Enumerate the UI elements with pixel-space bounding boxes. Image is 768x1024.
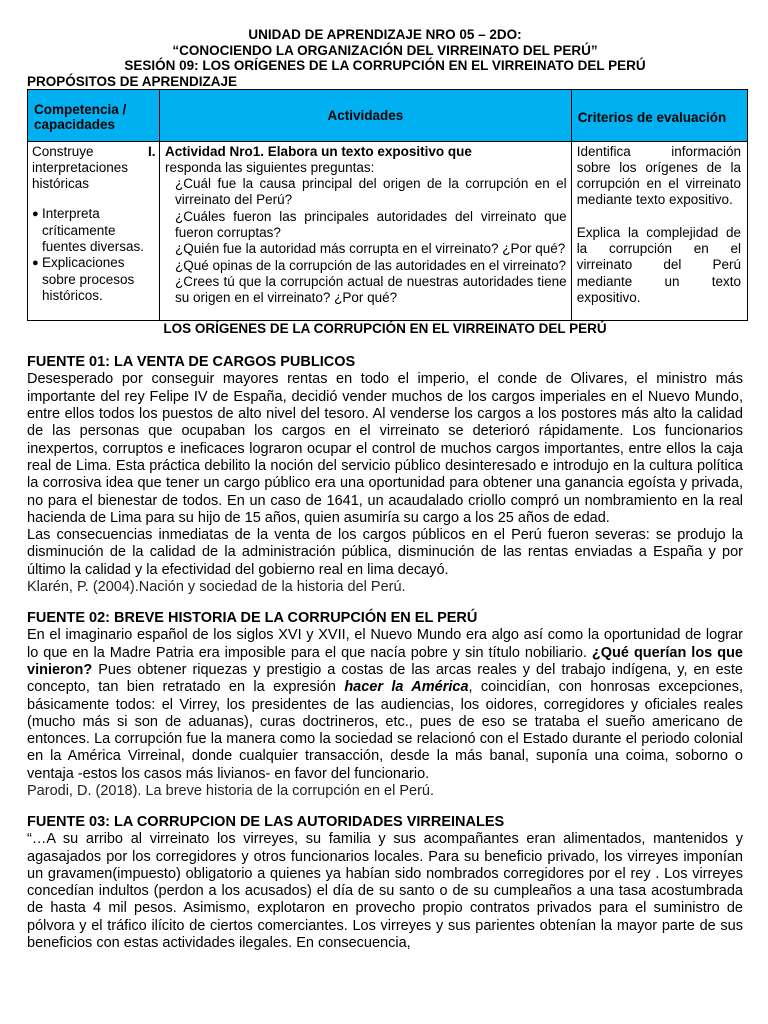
bullet-icon: ● <box>32 208 39 221</box>
activity-title: Actividad Nro1. Elabora un texto expositivo que <box>165 143 472 159</box>
unit-subtitle: “CONOCIENDO LA ORGANIZACIÓN DEL VIRREINATO DEL PERÚ” <box>172 42 598 58</box>
criterio-item: Explica la complejidad de la corrupción en el virreinato del Perú mediante un texto expositivo. <box>576 224 741 305</box>
table-header-row <box>28 89 748 141</box>
question-item: ¿Qué opinas de la corrupción de las autoridades en el virreinato? <box>175 257 567 273</box>
fuente-02-reference: Parodi, D. (2018). La breve historia de la corrupción en el Perú. <box>27 783 435 799</box>
section-title: LOS ORÍGENES DE LA CORRUPCIÓN EN EL VIRREINATO DEL PERÚ <box>163 321 607 337</box>
table-row <box>28 141 748 321</box>
competencia-cell <box>28 141 160 321</box>
header-criterios: Criterios de evaluación <box>571 89 747 141</box>
fuente-01-title: FUENTE 01: LA VENTA DE CARGOS PUBLICOS <box>27 354 356 371</box>
competencia-bullet: ● Interpreta críticamente fuentes diversas. <box>32 206 145 254</box>
actividades-cell <box>148 141 572 321</box>
question-item: ¿Cuáles fueron las principales autoridades del virreinato que fueron corruptas? <box>175 208 567 240</box>
fuente-01-paragraph: Desesperado por conseguir mayores rentas en todo el imperio, el conde de Olivares, el ministro más importante del rey Felipe IV de España, decidió vender muchos de los cargos imperiales en el Nuevo Mundo, entre ellos todos los puestos de alto nivel del tesoro. Al venderse los cargos a los postores más alto la calidad de las personas que ocupaban los cargos en el virreinato se deterioró rápidamente. Los funcionarios inexpertos, corruptos e ineficaces lograron ocupar el control de muchos cargos importantes, entre ellos la caja real de Lima. Esta práctica debilito la noción del servicio público desinteresado e introdujo en la cultura política la corrosiva idea que tener un cargo público era una oportunidad para obtener una ganancia egoísta y privada, no para el bienestar de todos. En un caso de 1641, un acaudalado criollo compró un nombramiento en la real hacienda de Lima para su hijo de 15 años, quien asumiría su cargo a los 25 años de edad. <box>27 371 743 526</box>
purposes-heading: PROPÓSITOS DE APRENDIZAJE <box>27 73 238 89</box>
question-item: ¿Quién fue la autoridad más corrupta en el virreinato? ¿Por qué? <box>175 241 566 257</box>
activity-intro: responda las siguientes preguntas: <box>165 159 375 175</box>
question-item: ¿Crees tú que la corrupción actual de nuestras autoridades tiene su origen en el virreinato? ¿Por qué? <box>175 273 567 306</box>
criterios-cell <box>571 141 747 321</box>
competencia-bullet: ● Explicaciones sobre procesos históricos. <box>32 255 135 303</box>
criterio-item: Identifica información sobre los orígenes de la corrupción en el virreinato mediante texto expositivo. <box>576 143 741 208</box>
bullet-icon: ● <box>32 257 39 270</box>
competencia-main: Construye interpretaciones históricas <box>32 143 129 192</box>
question-item: ¿Cuál fue la causa principal del origen de la corrupción en el virreinato del Perú? <box>175 176 567 208</box>
fuente-02-title: FUENTE 02: BREVE HISTORIA DE LA CORRUPCIÓN EN EL PERÚ <box>27 610 478 627</box>
roman-numeral: I. <box>148 143 156 159</box>
header-competencia: Competencia / capacidades <box>28 89 160 141</box>
fuente-01-reference: Klarén, P. (2004).Nación y sociedad de la historia del Perú. <box>27 579 406 596</box>
session-title: SESIÓN 09: LOS ORÍGENES DE LA CORRUPCIÓN EN EL VIRREINATO DEL PERÚ <box>124 58 646 73</box>
header-actividades: Actividades <box>160 89 572 141</box>
unit-title: UNIDAD DE APRENDIZAJE NRO 05 – 2DO: <box>248 27 522 42</box>
fuente-03-title: FUENTE 03: LA CORRUPCION DE LAS AUTORIDADES VIRREINALES <box>27 814 505 831</box>
fuente-01-paragraph: Las consecuencias inmediatas de la venta de los cargos públicos en el Perú fueron severas: se produjo la disminución de la calidad de la administración pública, disminución de las rentas enviadas a España y por último la calidad y la efectividad del gobierno real en lima decayó. <box>27 527 743 578</box>
fuente-03-paragraph: “…A su arribo al virreinato los virreyes, su familia y sus acompañantes eran alimentados, mantenidos y agasajados por los corregidores y otros funcionarios locales. Para su beneficio privado, los virreyes imponían un gravamen(impuesto) obligatorio a quienes ya habían sido nombrados corregidores por el rey . Los virreyes concedían indultos (perdon a los acusados) el día de su santo o de su cumpleaños a una tasa acostumbrada de hasta 4 mil pesos. Asimismo, explotaron en provecho propio contratos privados para el suministro de pólvora y el tráfico ilícito de ciertos comerciantes. Los virreyes y sus parientes obtenían la mayor parte de sus beneficios con estas actividades ilegales. En consecuencia, <box>27 831 743 952</box>
purposes-table <box>27 89 748 322</box>
fuente-02-paragraph: En el imaginario español de los siglos XVI y XVII, el Nuevo Mundo era algo así como la oportunidad de lograr lo que en la Madre Patria era imposible para el que nacía pobre y sin título nobiliario. ¿Qué querían los que vinieron? Pues obtener riquezas y prestigio a costas de las arcas reales y del trabajo indígena, y, en este concepto, tan bien retratado en la expresión hacer la América, coincidían, con honrosas excepciones, básicamente todos: el Virrey, los presidentes de las audiencias, los oidores, corregidores y oficiales reales (mucho más si son de aduanas), curas doctrineros, etc., pues de eso se trataba el sueño americano de entonces. La corrupción fue la manera como la sociedad se relacionó con el Estado durante el periodo colonial en la América Virreinal, donde cualquier transacción, desde la más banal, suponía una coima, soborno o ventaja -estos los casos más livianos- en favor del funcionario. <box>27 627 743 782</box>
